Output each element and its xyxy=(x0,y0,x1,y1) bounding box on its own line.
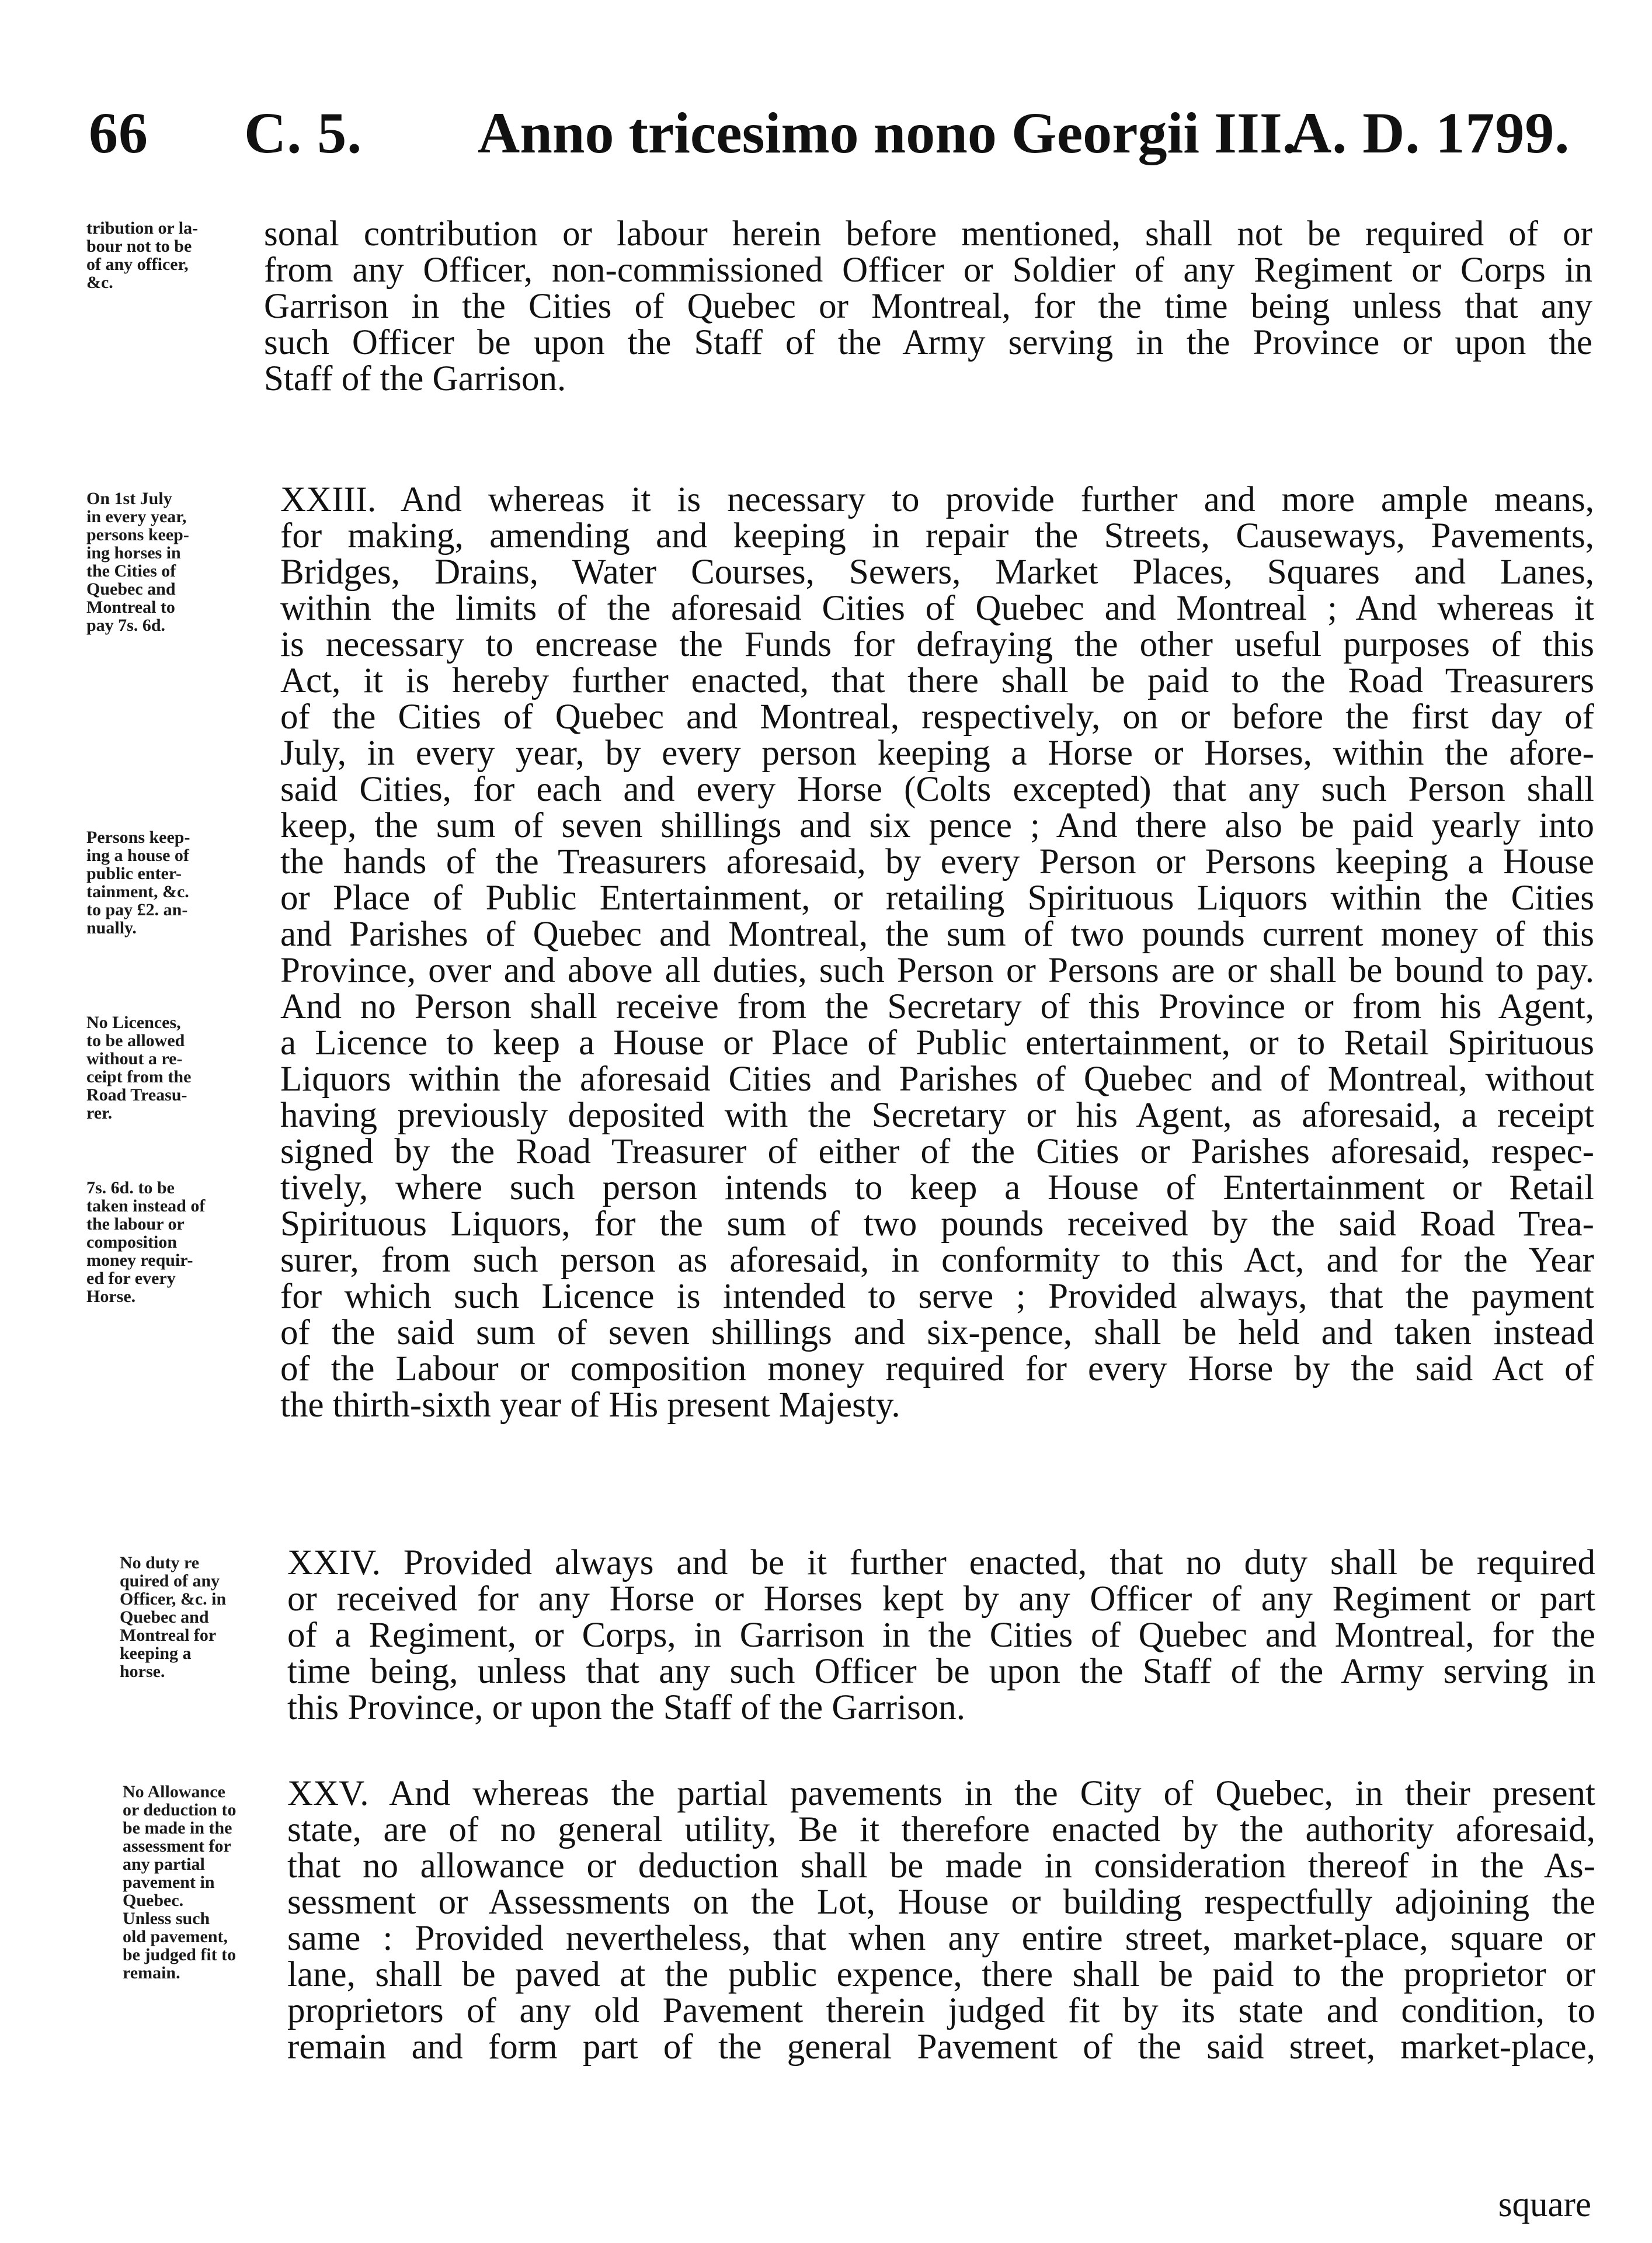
margin-note-line: in every year, xyxy=(86,507,187,526)
text-line: from any Officer, non-commissioned Officer or Soldier of any Regiment or Corps in xyxy=(264,251,1592,290)
margin-note-line: Persons keep- xyxy=(86,828,190,847)
text-line: keep, the sum of seven shillings and six pence ; And there also be paid yearly into xyxy=(280,806,1594,845)
text-line: for which such Licence is intended to serve ; Provided always, that the payment xyxy=(280,1277,1594,1316)
margin-note xyxy=(123,1783,272,1982)
text-line: XXIV. Provided always and be it further enacted, that no duty shall be required xyxy=(287,1543,1595,1582)
margin-note xyxy=(86,1179,262,1305)
text-line: of the Labour or composition money required for every Horse by the said Act of xyxy=(280,1349,1594,1388)
margin-note-line: remain. xyxy=(123,1963,180,1982)
paragraph-continuation xyxy=(264,216,1592,397)
text-line: the thirth-sixth year of His present Majesty. xyxy=(280,1386,900,1425)
text-line: this Province, or upon the Staff of the Garrison. xyxy=(287,1688,966,1727)
margin-note-line: persons keep- xyxy=(86,525,189,544)
section-xxv xyxy=(287,1776,1595,2065)
text-line: proprietors of any old Pavement therein judged fit by its state and condition, to xyxy=(287,1991,1595,2030)
margin-note-line: to be allowed xyxy=(86,1031,185,1050)
text-line: tively, where such person intends to keep a House of Entertainment or Retail xyxy=(280,1168,1594,1207)
margin-note-line: the labour or xyxy=(86,1214,185,1234)
margin-note-line: ing a house of xyxy=(86,846,189,865)
page-number: 66 xyxy=(89,100,148,165)
text-line: of the said sum of seven shillings and six-pence, shall be held and taken instead xyxy=(280,1313,1594,1352)
margin-note-line: pay 7s. 6d. xyxy=(86,616,166,635)
margin-note-line: No duty re xyxy=(120,1553,200,1572)
text-line: XXIII. And whereas it is necessary to provide further and more ample means, xyxy=(280,480,1594,519)
margin-note-line: Montreal to xyxy=(86,598,175,617)
text-line: same : Provided nevertheless, that when any entire street, market-place, square or xyxy=(287,1919,1595,1958)
margin-note-line: taken instead of xyxy=(86,1196,206,1216)
margin-note-line: any partial xyxy=(123,1855,205,1874)
margin-note-line: be made in the xyxy=(123,1818,232,1838)
margin-note-line: horse. xyxy=(120,1662,165,1681)
running-title: Anno tricesimo nono Georgii III. xyxy=(478,100,1297,165)
margin-note-line: without a re- xyxy=(86,1049,183,1068)
margin-note-line: ceipt from the xyxy=(86,1067,192,1086)
margin-note-line: 7s. 6d. to be xyxy=(86,1178,175,1197)
text-line: Province, over and above all duties, such Person or Persons are or shall be bound to pay. xyxy=(280,951,1594,990)
text-line: the hands of the Treasurers aforesaid, by every Person or Persons keeping a House xyxy=(280,842,1594,881)
text-line: sonal contribution or labour herein before mentioned, shall not be required of or xyxy=(264,214,1592,254)
margin-note-line: of any officer, xyxy=(86,255,189,274)
margin-note-line: be judged fit to xyxy=(123,1945,237,1964)
text-line: for making, amending and keeping in repair the Streets, Causeways, Pavements, xyxy=(280,516,1594,555)
margin-note-line: Horse. xyxy=(86,1287,136,1306)
text-line: and Parishes of Quebec and Montreal, the sum of two pounds current money of this xyxy=(280,915,1594,954)
text-line: signed by the Road Treasurer of either of the Cities or Parishes aforesaid, respec- xyxy=(280,1132,1594,1171)
text-line: Act, it is hereby further enacted, that there shall be paid to the Road Treasurers xyxy=(280,661,1594,700)
text-line: time being, unless that any such Officer be upon the Staff of the Army serving in xyxy=(287,1652,1595,1691)
margin-note-line: bour not to be xyxy=(86,237,192,256)
text-line: July, in every year, by every person keeping a Horse or Horses, within the afore- xyxy=(280,734,1594,773)
section-xxiii xyxy=(280,482,1594,1423)
margin-note-line: nually. xyxy=(86,918,137,938)
text-line: within the limits of the aforesaid Cities of Quebec and Montreal ; And whereas it xyxy=(280,589,1594,628)
text-line: sessment or Assessments on the Lot, House or building respectfully adjoining the xyxy=(287,1883,1595,1922)
margin-note xyxy=(86,828,262,937)
text-line: is necessary to encrease the Funds for defraying the other useful purposes of this xyxy=(280,625,1594,664)
margin-note-line: ed for every xyxy=(86,1269,176,1288)
text-line: And no Person shall receive from the Secretary of this Province or from his Agent, xyxy=(280,987,1594,1026)
margin-note-line: quired of any xyxy=(120,1571,220,1591)
text-line: or Place of Public Entertainment, or retailing Spirituous Liquors within the Cities xyxy=(280,879,1594,918)
margin-note xyxy=(86,489,262,634)
text-line: a Licence to keep a House or Place of Public entertainment, or to Retail Spirituous xyxy=(280,1023,1594,1063)
text-line: Liquors within the aforesaid Cities and Parishes of Quebec and of Montreal, without xyxy=(280,1060,1594,1099)
margin-note-line: to pay £2. an- xyxy=(86,900,188,919)
margin-note-line: keeping a xyxy=(120,1644,192,1663)
margin-note-line: Quebec. xyxy=(123,1891,184,1910)
margin-note-line: No Allowance xyxy=(123,1782,225,1801)
text-line: said Cities, for each and every Horse (Colts excepted) that any such Person shall xyxy=(280,770,1594,809)
text-line: having previously deposited with the Secretary or his Agent, as aforesaid, a receipt xyxy=(280,1096,1594,1135)
margin-note-line: assessment for xyxy=(123,1836,231,1856)
margin-note-line: Officer, &c. in xyxy=(120,1589,227,1609)
margin-note-line: tribution or la- xyxy=(86,218,199,238)
text-line: remain and form part of the general Pavement of the said street, market-place, xyxy=(287,2027,1595,2067)
margin-note-line: &c. xyxy=(86,273,113,292)
text-line: or received for any Horse or Horses kept by any Officer of any Regiment or part xyxy=(287,1579,1595,1619)
text-line: that no allowance or deduction shall be made in consideration thereof in the As- xyxy=(287,1846,1595,1886)
text-line: lane, shall be paved at the public expence, there shall be paid to the proprietor or xyxy=(287,1955,1595,1994)
margin-note-line: rer. xyxy=(86,1103,113,1123)
margin-note-line: public enter- xyxy=(86,864,182,883)
margin-note-line: Unless such xyxy=(123,1909,210,1928)
year-label: A. D. 1799. xyxy=(1289,100,1570,165)
margin-note xyxy=(86,219,262,291)
text-line: XXV. And whereas the partial pavements in the City of Quebec, in their present xyxy=(287,1774,1595,1813)
text-line: Garrison in the Cities of Quebec or Montreal, for the time being unless that any xyxy=(264,287,1592,326)
margin-note-line: composition xyxy=(86,1232,178,1252)
text-line: Staff of the Garrison. xyxy=(264,359,566,398)
margin-note xyxy=(86,1013,262,1122)
margin-note-line: pavement in xyxy=(123,1873,215,1892)
text-line: surer, from such person as aforesaid, in conformity to this Act, and for the Year xyxy=(280,1241,1594,1280)
text-line: Bridges, Drains, Water Courses, Sewers, Market Places, Squares and Lanes, xyxy=(280,553,1594,592)
chapter-number: C. 5. xyxy=(244,100,363,165)
margin-note-line: money requir- xyxy=(86,1251,193,1270)
text-line: of the Cities of Quebec and Montreal, respectively, on or before the first day of xyxy=(280,697,1594,737)
margin-note xyxy=(120,1554,266,1680)
text-line: Spirituous Liquors, for the sum of two pounds received by the said Road Trea- xyxy=(280,1204,1594,1244)
margin-note-line: Quebec and xyxy=(86,579,176,599)
text-line: such Officer be upon the Staff of the Army serving in the Province or upon the xyxy=(264,323,1592,362)
margin-note-line: On 1st July xyxy=(86,489,172,508)
margin-note-line: the Cities of xyxy=(86,561,176,581)
section-xxiv xyxy=(287,1545,1595,1726)
margin-note-line: Quebec and xyxy=(120,1607,209,1627)
catchword: square xyxy=(1498,2185,1591,2224)
margin-note-line: tainment, &c. xyxy=(86,882,189,901)
margin-note-line: or deduction to xyxy=(123,1800,237,1820)
margin-note-line: No Licences, xyxy=(86,1013,181,1032)
margin-note-line: Road Treasu- xyxy=(86,1085,187,1105)
margin-note-line: ing horses in xyxy=(86,543,181,563)
text-line: state, are of no general utility, Be it therefore enacted by the authority aforesaid, xyxy=(287,1810,1595,1849)
margin-note-line: Montreal for xyxy=(120,1626,217,1645)
margin-note-line: old pavement, xyxy=(123,1927,228,1946)
text-line: of a Regiment, or Corps, in Garrison in the Cities of Quebec and Montreal, for the xyxy=(287,1616,1595,1655)
